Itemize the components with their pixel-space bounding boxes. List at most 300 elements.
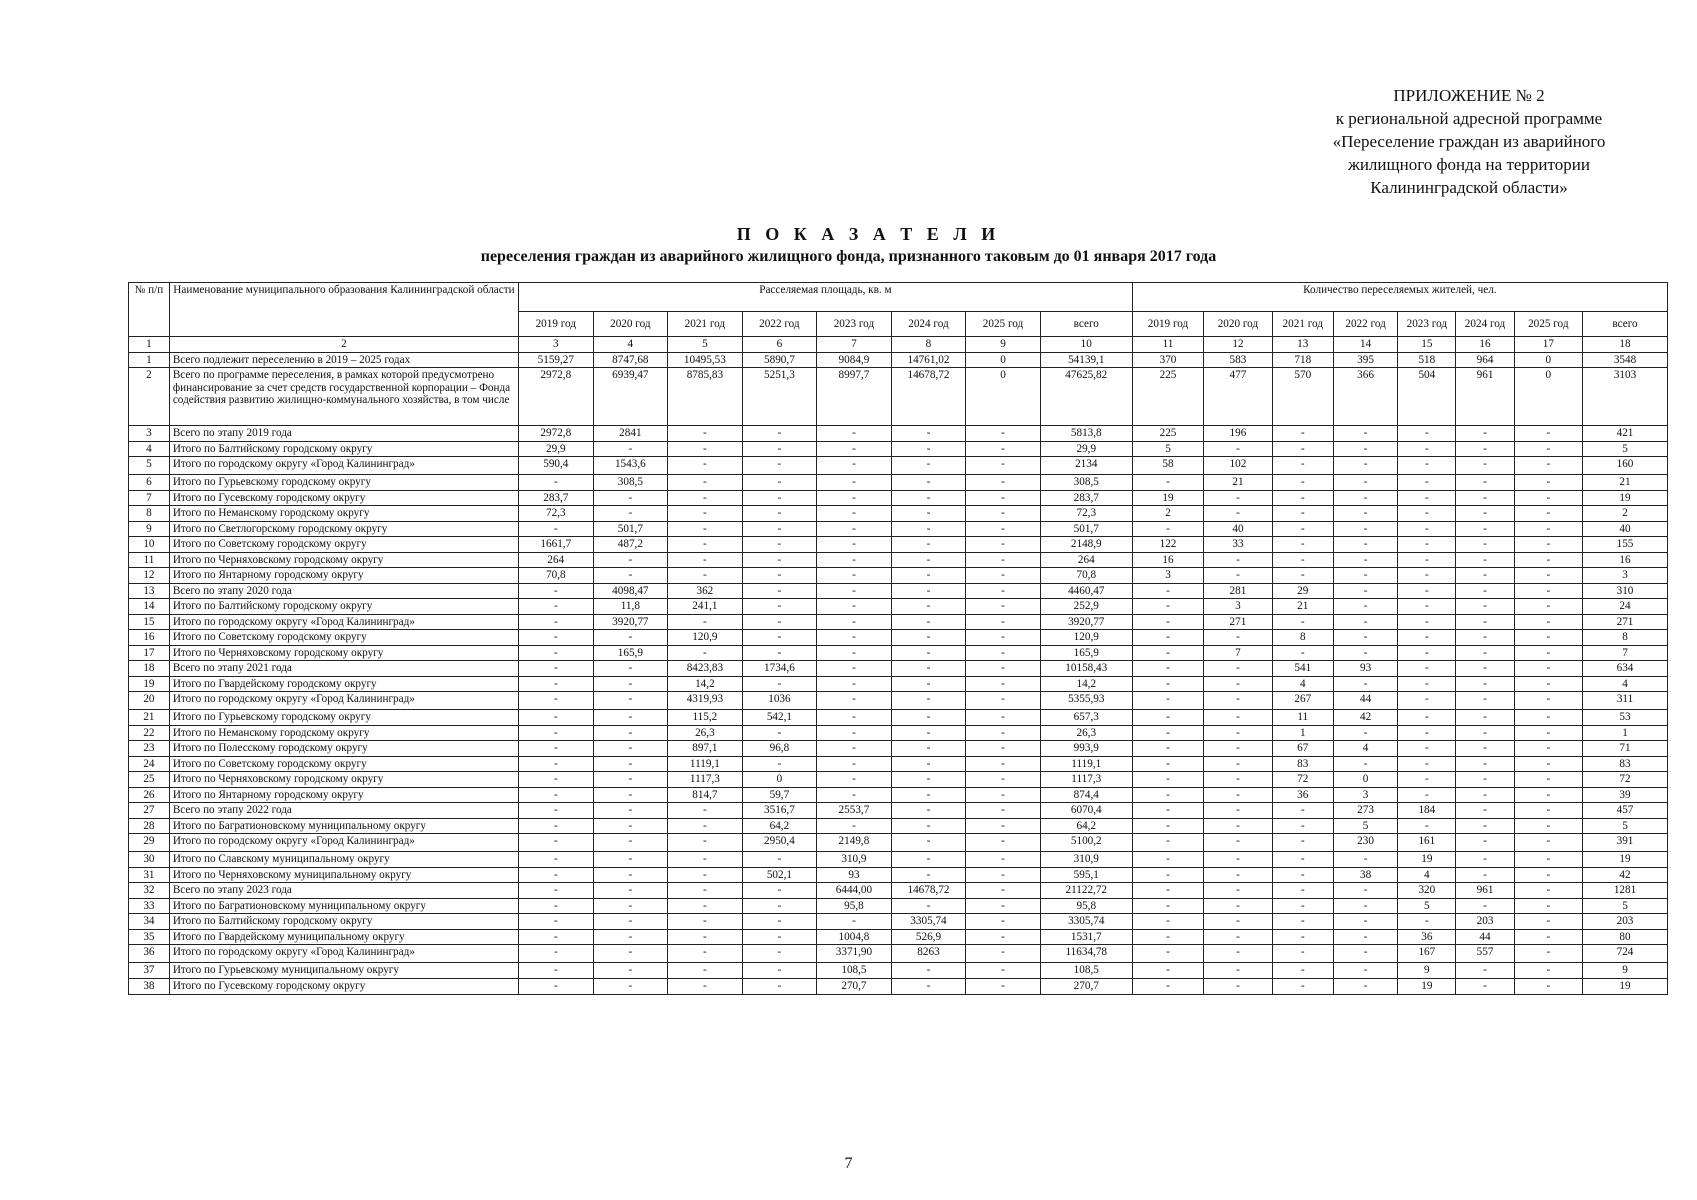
- people-cell: -: [1514, 914, 1582, 930]
- area-cell: -: [966, 772, 1041, 788]
- people-cell: 44: [1333, 692, 1397, 710]
- people-cell: -: [1456, 475, 1514, 491]
- area-cell: -: [519, 756, 594, 772]
- people-cell: -: [1204, 818, 1272, 834]
- people-cell: -: [1514, 537, 1582, 553]
- area-cell: -: [966, 979, 1041, 995]
- people-cell: -: [1398, 661, 1456, 677]
- area-cell: 9084,9: [817, 352, 892, 368]
- area-cell: -: [519, 710, 594, 726]
- header-num: № п/п: [129, 283, 170, 337]
- area-cell: -: [593, 710, 668, 726]
- people-cell: -: [1514, 630, 1582, 646]
- area-cell: -: [593, 741, 668, 757]
- row-number: 37: [129, 963, 170, 979]
- people-total-cell: 421: [1583, 426, 1668, 442]
- area-total-cell: 6070,4: [1040, 803, 1132, 819]
- people-cell: -: [1514, 803, 1582, 819]
- people-cell: -: [1456, 710, 1514, 726]
- header-area-year: 2024 год: [891, 312, 966, 337]
- area-cell: -: [966, 787, 1041, 803]
- people-cell: 271: [1204, 614, 1272, 630]
- area-total-cell: 21122,72: [1040, 883, 1132, 899]
- area-cell: -: [519, 803, 594, 819]
- row-number: 18: [129, 661, 170, 677]
- people-cell: 40: [1204, 521, 1272, 537]
- people-cell: -: [1514, 521, 1582, 537]
- people-cell: -: [1272, 521, 1333, 537]
- people-cell: -: [1456, 552, 1514, 568]
- area-cell: -: [817, 583, 892, 599]
- row-number: 9: [129, 521, 170, 537]
- area-cell: -: [891, 741, 966, 757]
- people-cell: 9: [1398, 963, 1456, 979]
- table-row: [129, 599, 1668, 615]
- area-cell: -: [817, 568, 892, 584]
- area-cell: -: [668, 426, 743, 442]
- people-total-cell: 19: [1583, 490, 1668, 506]
- area-cell: -: [966, 661, 1041, 677]
- area-cell: 8785,83: [668, 368, 743, 426]
- people-cell: -: [1514, 676, 1582, 692]
- column-number: 1: [129, 337, 170, 353]
- people-cell: -: [1398, 521, 1456, 537]
- area-total-cell: 54139,1: [1040, 352, 1132, 368]
- people-cell: -: [1398, 741, 1456, 757]
- area-cell: 95,8: [817, 898, 892, 914]
- table-row: [129, 979, 1668, 995]
- people-cell: 225: [1132, 368, 1203, 426]
- row-number: 16: [129, 630, 170, 646]
- row-number: 38: [129, 979, 170, 995]
- table-row: [129, 645, 1668, 661]
- people-cell: 102: [1204, 457, 1272, 475]
- people-cell: -: [1132, 867, 1203, 883]
- table-row: [129, 583, 1668, 599]
- people-cell: -: [1456, 676, 1514, 692]
- people-cell: -: [1272, 645, 1333, 661]
- row-number: 5: [129, 457, 170, 475]
- area-cell: -: [668, 614, 743, 630]
- people-cell: -: [1398, 457, 1456, 475]
- area-cell: 120,9: [668, 630, 743, 646]
- municipality-name: Итого по Неманскому городскому округу: [169, 506, 518, 522]
- people-cell: -: [1333, 756, 1397, 772]
- people-cell: -: [1132, 963, 1203, 979]
- people-cell: -: [1272, 818, 1333, 834]
- municipality-name: Итого по городскому округу «Город Калининград»: [169, 692, 518, 710]
- area-cell: -: [519, 818, 594, 834]
- area-cell: -: [519, 692, 594, 710]
- area-cell: -: [966, 945, 1041, 963]
- area-cell: 14678,72: [891, 883, 966, 899]
- area-cell: -: [891, 692, 966, 710]
- area-cell: -: [817, 457, 892, 475]
- area-cell: -: [891, 583, 966, 599]
- municipality-name: Итого по Полесскому городскому округу: [169, 741, 518, 757]
- people-cell: -: [1514, 710, 1582, 726]
- area-cell: -: [668, 490, 743, 506]
- row-number: 12: [129, 568, 170, 584]
- people-cell: -: [1132, 661, 1203, 677]
- people-cell: -: [1132, 803, 1203, 819]
- table-row: [129, 834, 1668, 852]
- people-cell: 1: [1272, 725, 1333, 741]
- area-cell: 814,7: [668, 787, 743, 803]
- people-cell: 4: [1333, 741, 1397, 757]
- people-cell: -: [1272, 852, 1333, 868]
- row-number: 14: [129, 599, 170, 615]
- row-number: 6: [129, 475, 170, 491]
- people-cell: -: [1272, 945, 1333, 963]
- row-number: 35: [129, 929, 170, 945]
- column-number: 7: [817, 337, 892, 353]
- area-total-cell: 874,4: [1040, 787, 1132, 803]
- people-cell: 19: [1398, 852, 1456, 868]
- area-total-cell: 120,9: [1040, 630, 1132, 646]
- table-row: [129, 710, 1668, 726]
- area-cell: -: [519, 645, 594, 661]
- table-row: [129, 426, 1668, 442]
- people-cell: 225: [1132, 426, 1203, 442]
- area-cell: -: [519, 852, 594, 868]
- area-cell: -: [593, 490, 668, 506]
- area-cell: 3516,7: [742, 803, 817, 819]
- header-people-year: 2021 год: [1272, 312, 1333, 337]
- area-total-cell: 14,2: [1040, 676, 1132, 692]
- people-cell: 395: [1333, 352, 1397, 368]
- people-total-cell: 5: [1583, 898, 1668, 914]
- area-cell: -: [742, 521, 817, 537]
- people-cell: -: [1272, 834, 1333, 852]
- area-total-cell: 64,2: [1040, 818, 1132, 834]
- people-cell: -: [1204, 441, 1272, 457]
- people-cell: -: [1333, 630, 1397, 646]
- area-cell: 59,7: [742, 787, 817, 803]
- area-cell: -: [891, 787, 966, 803]
- people-cell: 0: [1333, 772, 1397, 788]
- area-cell: -: [593, 834, 668, 852]
- people-cell: 0: [1514, 368, 1582, 426]
- area-cell: 93: [817, 867, 892, 883]
- table-row: [129, 441, 1668, 457]
- row-number: 7: [129, 490, 170, 506]
- people-cell: -: [1514, 945, 1582, 963]
- area-cell: -: [966, 426, 1041, 442]
- area-cell: 1543,6: [593, 457, 668, 475]
- area-cell: 115,2: [668, 710, 743, 726]
- people-cell: -: [1132, 945, 1203, 963]
- row-number: 23: [129, 741, 170, 757]
- area-cell: 590,4: [519, 457, 594, 475]
- area-total-cell: 70,8: [1040, 568, 1132, 584]
- people-total-cell: 71: [1583, 741, 1668, 757]
- area-cell: 0: [742, 772, 817, 788]
- people-cell: -: [1514, 645, 1582, 661]
- area-cell: -: [668, 979, 743, 995]
- area-cell: -: [519, 630, 594, 646]
- row-number: 36: [129, 945, 170, 963]
- people-cell: -: [1132, 710, 1203, 726]
- area-total-cell: 5100,2: [1040, 834, 1132, 852]
- people-cell: -: [1204, 867, 1272, 883]
- area-cell: 3305,74: [891, 914, 966, 930]
- area-cell: -: [891, 834, 966, 852]
- area-cell: -: [817, 614, 892, 630]
- area-cell: -: [966, 914, 1041, 930]
- area-cell: -: [966, 756, 1041, 772]
- people-cell: -: [1398, 692, 1456, 710]
- people-total-cell: 5: [1583, 818, 1668, 834]
- municipality-name: Всего по этапу 2023 года: [169, 883, 518, 899]
- area-cell: 108,5: [817, 963, 892, 979]
- people-cell: -: [1132, 645, 1203, 661]
- area-cell: -: [593, 441, 668, 457]
- people-cell: -: [1514, 661, 1582, 677]
- area-cell: -: [966, 614, 1041, 630]
- table-row: [129, 914, 1668, 930]
- area-cell: -: [593, 818, 668, 834]
- area-cell: -: [668, 645, 743, 661]
- area-cell: -: [817, 725, 892, 741]
- municipality-name: Итого по Советскому городскому округу: [169, 630, 518, 646]
- people-cell: -: [1333, 599, 1397, 615]
- area-cell: -: [668, 506, 743, 522]
- people-cell: -: [1398, 475, 1456, 491]
- area-cell: -: [891, 725, 966, 741]
- people-cell: 36: [1398, 929, 1456, 945]
- table-row: [129, 963, 1668, 979]
- people-cell: -: [1204, 661, 1272, 677]
- municipality-name: Итого по городскому округу «Город Калининград»: [169, 614, 518, 630]
- area-cell: 542,1: [742, 710, 817, 726]
- area-cell: 1117,3: [668, 772, 743, 788]
- area-cell: -: [519, 741, 594, 757]
- area-cell: -: [593, 852, 668, 868]
- area-total-cell: 595,1: [1040, 867, 1132, 883]
- people-cell: -: [1272, 426, 1333, 442]
- people-total-cell: 7: [1583, 645, 1668, 661]
- people-cell: 21: [1272, 599, 1333, 615]
- people-total-cell: 9: [1583, 963, 1668, 979]
- people-cell: -: [1204, 898, 1272, 914]
- row-number: 29: [129, 834, 170, 852]
- people-cell: -: [1333, 883, 1397, 899]
- area-cell: -: [519, 914, 594, 930]
- area-cell: -: [966, 692, 1041, 710]
- area-cell: 264: [519, 552, 594, 568]
- area-cell: -: [593, 630, 668, 646]
- people-cell: -: [1398, 568, 1456, 584]
- area-cell: -: [593, 914, 668, 930]
- header-area-year: 2019 год: [519, 312, 594, 337]
- people-cell: 281: [1204, 583, 1272, 599]
- people-cell: -: [1456, 537, 1514, 553]
- area-cell: -: [891, 441, 966, 457]
- area-cell: -: [668, 457, 743, 475]
- people-cell: -: [1204, 676, 1272, 692]
- people-cell: -: [1204, 756, 1272, 772]
- people-cell: 3: [1333, 787, 1397, 803]
- people-cell: -: [1398, 441, 1456, 457]
- people-cell: -: [1132, 725, 1203, 741]
- header-area-year: 2021 год: [668, 312, 743, 337]
- municipality-name: Итого по Черняховскому городскому округу: [169, 645, 518, 661]
- area-cell: -: [668, 803, 743, 819]
- people-cell: -: [1514, 883, 1582, 899]
- area-cell: 362: [668, 583, 743, 599]
- area-cell: -: [817, 426, 892, 442]
- people-cell: -: [1204, 883, 1272, 899]
- area-cell: -: [966, 552, 1041, 568]
- people-cell: -: [1272, 568, 1333, 584]
- people-cell: 8: [1272, 630, 1333, 646]
- people-cell: -: [1398, 818, 1456, 834]
- area-cell: 0: [966, 368, 1041, 426]
- people-cell: 5: [1132, 441, 1203, 457]
- column-number: 14: [1333, 337, 1397, 353]
- people-cell: 122: [1132, 537, 1203, 553]
- people-cell: -: [1456, 803, 1514, 819]
- municipality-name: Итого по Черняховскому городскому округу: [169, 772, 518, 788]
- people-cell: -: [1456, 867, 1514, 883]
- people-cell: -: [1272, 506, 1333, 522]
- people-cell: 7: [1204, 645, 1272, 661]
- area-cell: 70,8: [519, 568, 594, 584]
- people-cell: -: [1514, 506, 1582, 522]
- people-cell: -: [1514, 599, 1582, 615]
- table-row: [129, 772, 1668, 788]
- municipality-name: Итого по Черняховскому муниципальному округу: [169, 867, 518, 883]
- people-cell: -: [1204, 852, 1272, 868]
- header-area-year: 2025 год: [966, 312, 1041, 337]
- table-row: [129, 614, 1668, 630]
- area-cell: -: [742, 963, 817, 979]
- header-people-total: всего: [1583, 312, 1668, 337]
- people-cell: -: [1333, 583, 1397, 599]
- area-cell: -: [966, 537, 1041, 553]
- area-cell: -: [593, 772, 668, 788]
- people-cell: -: [1272, 929, 1333, 945]
- appendix-line-2: к региональной адресной программе: [1335, 109, 1603, 128]
- municipality-name: Итого по Балтийскому городскому округу: [169, 914, 518, 930]
- area-cell: -: [668, 475, 743, 491]
- area-cell: 310,9: [817, 852, 892, 868]
- people-cell: -: [1456, 568, 1514, 584]
- people-total-cell: 4: [1583, 676, 1668, 692]
- table-row: [129, 457, 1668, 475]
- area-cell: -: [668, 963, 743, 979]
- municipality-name: Итого по Советскому городскому округу: [169, 537, 518, 553]
- area-cell: -: [891, 490, 966, 506]
- column-numbers-row: [129, 337, 1668, 353]
- area-cell: -: [891, 599, 966, 615]
- people-total-cell: 3103: [1583, 368, 1668, 426]
- people-cell: 370: [1132, 352, 1203, 368]
- area-cell: -: [891, 426, 966, 442]
- area-cell: -: [519, 676, 594, 692]
- people-cell: -: [1456, 645, 1514, 661]
- people-cell: -: [1272, 867, 1333, 883]
- area-cell: 26,3: [668, 725, 743, 741]
- people-cell: -: [1398, 772, 1456, 788]
- people-cell: -: [1333, 475, 1397, 491]
- appendix-line-4: жилищного фонда на территории: [1348, 155, 1590, 174]
- area-cell: -: [519, 945, 594, 963]
- area-total-cell: 95,8: [1040, 898, 1132, 914]
- people-cell: 67: [1272, 741, 1333, 757]
- area-cell: -: [817, 818, 892, 834]
- header-area-total: всего: [1040, 312, 1132, 337]
- area-cell: -: [891, 568, 966, 584]
- people-cell: -: [1132, 929, 1203, 945]
- area-cell: -: [891, 537, 966, 553]
- area-total-cell: 10158,43: [1040, 661, 1132, 677]
- people-cell: 504: [1398, 368, 1456, 426]
- area-cell: -: [742, 929, 817, 945]
- row-number: 19: [129, 676, 170, 692]
- column-number: 10: [1040, 337, 1132, 353]
- people-cell: -: [1398, 426, 1456, 442]
- municipality-name: Всего по этапу 2020 года: [169, 583, 518, 599]
- people-total-cell: 3: [1583, 568, 1668, 584]
- area-cell: -: [966, 834, 1041, 852]
- municipality-name: Итого по Гурьевскому городскому округу: [169, 475, 518, 491]
- area-total-cell: 252,9: [1040, 599, 1132, 615]
- header-people-year: 2020 год: [1204, 312, 1272, 337]
- area-cell: -: [742, 475, 817, 491]
- area-cell: 241,1: [668, 599, 743, 615]
- people-cell: -: [1514, 929, 1582, 945]
- people-cell: 184: [1398, 803, 1456, 819]
- area-cell: -: [742, 914, 817, 930]
- people-cell: -: [1204, 741, 1272, 757]
- area-cell: -: [593, 979, 668, 995]
- row-number: 2: [129, 368, 170, 426]
- header-people-year: 2025 год: [1514, 312, 1582, 337]
- people-cell: 3: [1132, 568, 1203, 584]
- area-cell: 6939,47: [593, 368, 668, 426]
- municipality-name: Всего по этапу 2019 года: [169, 426, 518, 442]
- row-number: 24: [129, 756, 170, 772]
- people-cell: 29: [1272, 583, 1333, 599]
- people-cell: -: [1132, 692, 1203, 710]
- people-cell: -: [1204, 552, 1272, 568]
- area-cell: -: [966, 490, 1041, 506]
- area-cell: -: [966, 898, 1041, 914]
- row-number: 30: [129, 852, 170, 868]
- area-cell: -: [742, 441, 817, 457]
- area-total-cell: 1531,7: [1040, 929, 1132, 945]
- row-number: 1: [129, 352, 170, 368]
- area-total-cell: 5355,93: [1040, 692, 1132, 710]
- people-cell: -: [1132, 756, 1203, 772]
- people-cell: -: [1514, 583, 1582, 599]
- people-cell: -: [1514, 457, 1582, 475]
- area-cell: -: [742, 599, 817, 615]
- people-total-cell: 391: [1583, 834, 1668, 852]
- area-cell: 8747,68: [593, 352, 668, 368]
- people-cell: -: [1272, 441, 1333, 457]
- people-cell: -: [1272, 914, 1333, 930]
- people-cell: -: [1456, 772, 1514, 788]
- people-cell: 320: [1398, 883, 1456, 899]
- people-cell: -: [1132, 599, 1203, 615]
- people-total-cell: 155: [1583, 537, 1668, 553]
- area-cell: -: [891, 852, 966, 868]
- people-cell: 961: [1456, 883, 1514, 899]
- area-cell: -: [966, 963, 1041, 979]
